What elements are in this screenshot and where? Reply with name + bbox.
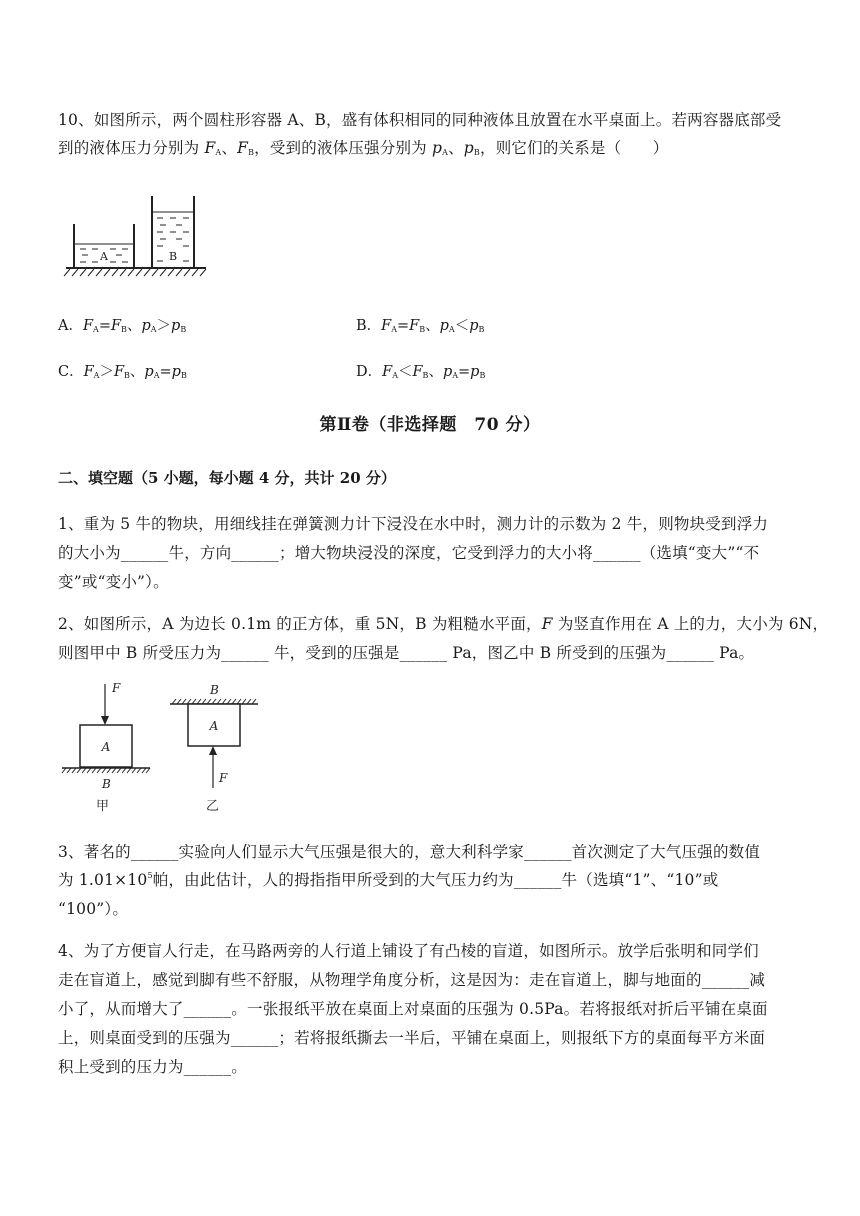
part-title: 二、填空题（5 小题，每小题 4 分，共计 20 分） — [58, 469, 396, 487]
symbol-f: F — [83, 364, 94, 380]
q10-line2-text-a: 到的液体压力分别为 — [58, 139, 205, 157]
option-d-f-relation: ＜ — [397, 364, 413, 380]
q3-line3: “100”）。 — [58, 900, 129, 918]
option-b[interactable] — [356, 314, 484, 335]
sub-b: B — [180, 371, 187, 380]
symbol-p: p — [442, 364, 453, 380]
symbol-f: F — [541, 615, 553, 633]
sub-b: B — [180, 325, 187, 334]
symbol-p: p — [144, 364, 154, 380]
force-f-label: F — [112, 681, 121, 695]
surface-b-label: B — [102, 777, 111, 791]
option-b-letter: B． — [356, 318, 382, 334]
symbol-f: F — [82, 318, 94, 334]
q10-line2-text-c: ，则它们的关系是（ ） — [480, 139, 669, 157]
symbol-p: p — [439, 318, 449, 334]
q10-containers-figure — [60, 188, 210, 280]
q4-line4: 上，则桌面受到的压强为______；若将报纸撕去一半后，平铺在桌面上，则报纸下方的桌面每平方米面 — [58, 1029, 766, 1047]
sub-a: A — [93, 371, 100, 380]
sub-b: B — [419, 325, 426, 334]
figure-jia-caption: 甲 — [96, 799, 110, 814]
option-c[interactable] — [58, 360, 187, 381]
q2-figure-jia — [58, 680, 158, 820]
q10-line2-text-b: ，受到的液体压强分别为 — [254, 139, 432, 157]
symbol-f: F — [237, 139, 249, 157]
sub-b: B — [422, 371, 429, 380]
option-a-f-relation: = — [98, 318, 111, 334]
option-a-letter: A． — [58, 318, 83, 334]
sub-b: B — [248, 148, 255, 157]
q4-line5: 积上受到的压力为______。 — [58, 1058, 248, 1076]
container-a-label: A — [100, 250, 108, 263]
q1-line3: 变”或“变小”）。 — [58, 573, 169, 591]
sub-b: B — [478, 325, 485, 334]
option-c-letter: C． — [58, 364, 84, 380]
q3-line2 — [58, 868, 718, 890]
symbol-f: F — [381, 318, 392, 334]
block-a-label: A — [101, 740, 111, 754]
symbol-p: p — [469, 318, 479, 334]
q10-line2 — [58, 136, 668, 158]
option-b-p-relation: ＜ — [454, 318, 470, 334]
separator: 、 — [448, 139, 464, 157]
symbol-f: F — [204, 139, 216, 157]
q3-line1: 3、著名的______实验向人们显示大气压强是很大的，意大利科学家______首次测定了大气压强的数值 — [58, 843, 761, 861]
q3-line2-text-b: 帕，由此估计，人的拇指指甲所受到的大气压力约为______牛（选填“1”、“10”或 — [152, 871, 719, 889]
sub-b: B — [473, 148, 481, 157]
block-a-label: A — [209, 719, 219, 733]
q10-line1: 10、如图所示，两个圆柱形容器 A、B，盛有体积相同的同种液体且放置在水平桌面上。若两容器底部受 — [58, 111, 782, 129]
option-d[interactable] — [356, 360, 485, 381]
figure-yi-caption: 乙 — [206, 799, 220, 814]
separator: 、 — [129, 364, 145, 380]
option-c-f-relation: ＞ — [99, 364, 114, 380]
sub-b: B — [124, 371, 130, 380]
separator: 、 — [221, 139, 238, 157]
sub-a: A — [215, 148, 222, 157]
container-b-label: B — [168, 250, 178, 263]
q2-line1 — [58, 612, 828, 634]
separator: 、 — [428, 364, 443, 380]
q2-line1-text-b: 为竖直作用在 A 上的力，大小为 6N， — [552, 615, 829, 633]
option-a[interactable] — [58, 314, 186, 335]
q2-line2: 则图甲中 B 所受压力为______ 牛，受到的压强是______ Pa，图乙中 B 所受到的压强为______ Pa。 — [58, 644, 755, 662]
sub-a: A — [442, 148, 449, 157]
sub-b: B — [479, 371, 486, 380]
q2-line1-text-a: 2、如图所示，A 为边长 0.1m 的正方体，重 5N，B 为粗糙水平面， — [58, 615, 542, 633]
force-f-label: F — [219, 771, 228, 785]
symbol-f: F — [409, 318, 420, 334]
section-title: 第Ⅱ卷（非选择题 70 分） — [319, 415, 541, 435]
sub-a: A — [391, 325, 397, 334]
option-d-letter: D． — [356, 364, 383, 380]
ceiling-b-label: B — [210, 683, 219, 697]
sub-a: A — [150, 325, 157, 334]
separator: 、 — [425, 318, 440, 334]
separator: 、 — [126, 318, 142, 334]
symbol-p: p — [171, 364, 181, 380]
symbol-f: F — [412, 364, 423, 380]
sub-a: A — [448, 325, 455, 334]
sub-a: A — [452, 371, 459, 380]
sub-b: B — [121, 325, 127, 334]
q4-line3: 小了，从而增大了______。一张报纸平放在桌面上对桌面的压强为 0.5Pa。若将报纸对折后平铺在桌面 — [58, 1000, 768, 1018]
sub-a: A — [153, 371, 160, 380]
q2-figure-yi — [166, 680, 266, 820]
symbol-f: F — [110, 318, 122, 334]
option-a-p-relation: ＞ — [156, 318, 172, 334]
option-d-p-relation: = — [458, 364, 471, 380]
option-c-p-relation: = — [159, 364, 172, 380]
symbol-p: p — [431, 139, 443, 157]
q3-exponent: 5 — [147, 871, 153, 880]
symbol-p: p — [141, 318, 151, 334]
sub-a: A — [392, 371, 398, 380]
q4-line1: 4、为了方便盲人行走，在马路两旁的人行道上铺设了有凸棱的盲道，如图所示。放学后张明和同学们 — [58, 942, 759, 960]
symbol-f: F — [382, 364, 393, 380]
q1-line2: 的大小为______牛，方向______；增大物块浸没的深度，它受到浮力的大小将______（选填“变大”“不 — [58, 544, 760, 562]
symbol-p: p — [470, 364, 480, 380]
sub-a: A — [93, 325, 99, 334]
q1-line1: 1、重为 5 牛的物块，用细线挂在弹簧测力计下浸没在水中时，测力计的示数为 2 牛，则物块受到浮力 — [58, 515, 769, 533]
symbol-p: p — [463, 139, 474, 157]
symbol-p: p — [171, 318, 181, 334]
symbol-f: F — [113, 364, 125, 380]
option-b-f-relation: = — [397, 318, 410, 334]
q3-line2-text-a: 为 1.01×10 — [58, 871, 148, 889]
q4-line2: 走在盲道上，感觉到脚有些不舒服，从物理学角度分析，这是因为：走在盲道上，脚与地面的______减 — [58, 971, 766, 989]
